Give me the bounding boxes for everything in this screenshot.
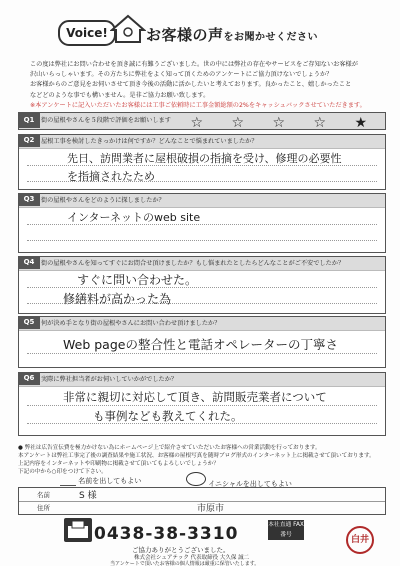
intro-cashback-note: ※本アンケートに記入いただいたお客様には工事ご依頼時に工事金額総額の2%をキャッシュバックさせていただきます。 [30,101,366,109]
voice-badge: Voice! [58,20,116,46]
intro-text [30,60,372,111]
answer-rule [27,405,377,406]
option-name-blank [60,477,76,486]
note-line-4: 下記の中から○印をつけて下さい。 [18,469,107,475]
question-2-answer-2: を指摘されたため [67,170,155,183]
question-4-label: Q4 [19,257,40,269]
option-name-label: 名前を出してもよい [78,477,142,485]
privacy-text: 当アンケートで頂いたお客様の個人情報は厳重に保管いたします。 [110,561,260,567]
question-1-prompt: 街の屋根やさんを５段階で評価をお願いします [41,117,171,124]
question-4-prompt: 街の屋根やさんを知ってすぐにお問合せ頂けましたか？もし悩まれたとしたらどんなことがご不安でしたか？ [41,260,345,267]
answer-rule [27,240,377,241]
question-2-answer-1: 先日、訪問業者に屋根破損の指摘を受け、修理の必要性 [67,152,342,165]
question-4-answer-2: 修繕料が高かった為 [63,292,172,306]
title-sub: をお聞かせください [223,32,319,43]
title-main: お客様の声 [146,26,224,44]
address-label: 住所 [37,504,50,512]
question-5-answer-1: Web pageの整合性と電話オペレーターの丁寧さ [63,337,338,352]
name-address-box [18,487,386,515]
option-name [60,476,141,486]
address-value: 市原市 [197,504,225,514]
note-line-3: 上記内容をインターネットや印刷物に掲載させて頂いてもよろしいでしょうか？ [18,461,219,467]
question-3-answer-1: インターネットのweb site [67,211,201,224]
note-line-2: 本アンケートは弊社工事完了後の調査結果や施工状況、お客様の屋根写真を随時ブログ形式のインターネット上に掲載させて頂いております。 [18,453,375,459]
question-2-label: Q2 [19,135,40,147]
question-6-answer-2: も事例なども教えてくれた。 [93,409,243,423]
intro-line-2: 沢山いらっしゃいます。その方たちに弊社をよく知って頂くためのアンケートにご協力頂けないでしょうか？ [30,71,333,79]
page-title [146,24,318,45]
question-3-prompt: 街の屋根やさんをどのように探しましたか？ [41,197,165,204]
option-initial-circle [186,472,206,486]
question-1-label: Q1 [19,113,40,128]
question-5-prompt: 何が決め手となり街の屋根やさんにお問い合わせ頂けましたか？ [41,320,221,327]
rating-stars: ☆ ☆ ☆ ☆ ★ [190,115,379,131]
name-row [19,488,385,502]
question-5 [18,316,386,368]
question-1 [18,112,386,130]
intro-line-4: などどのような事でも構いません。是非ご協力お願い致します。 [30,91,210,99]
intro-line-1: この度は弊社にお問い合わせを頂き誠に有難うございました。世の中には弊社の存在やサービスをご存知ないお客様が [30,61,358,68]
question-6-text [19,373,385,387]
question-6 [18,372,386,436]
question-4-text [19,257,385,271]
fax-icon [64,518,92,542]
question-2-text [19,135,385,149]
question-2-prompt: 屋根工事を検討したきっかけは何ですか？どんなことで悩まれていましたか？ [41,138,258,145]
name-stamp: 白井 [346,526,374,554]
honsha-fax-badge: 本社直通 FAX番号 [268,522,304,538]
question-4-answer-1: すぐに問い合わせた。 [77,273,198,287]
answer-rule [27,353,377,354]
question-6-answer-1: 非常に親切に対応して頂き、訪問販売業者について [63,390,327,404]
question-6-prompt: 実際に弊社担当者がお伺いしていかがでしたか？ [41,376,178,383]
question-3 [18,193,386,253]
house-icon [110,14,146,44]
question-5-label: Q5 [19,317,40,329]
thanks-text: ご協力ありがとうございました。 [132,546,230,554]
name-label: 名前 [37,491,50,499]
name-value: S 様 [79,491,97,501]
fax-number: 0438-38-3310 [94,524,239,544]
question-4 [18,256,386,314]
question-3-label: Q3 [19,194,40,206]
note-line-1: ● 弊社は広告宣伝費を極力かけない為にホームページ上で紹介させていただいたお客様への営業活動を行っております。 [18,445,321,451]
question-2 [18,134,386,190]
intro-line-3: お客様からのご意見をお伺いさせて頂き今後の活動に活かしたいと考えております。良かったこと、嬉しかったこと [30,81,352,89]
question-6-label: Q6 [19,373,40,385]
question-3-text [19,194,385,208]
question-5-text [19,317,385,331]
company-text: 株式会社シェアテック 代表取締役 大久保 誠二 [134,555,250,561]
address-row [19,501,385,514]
option-initial-label: イニシャルを出してもよい [208,480,292,488]
